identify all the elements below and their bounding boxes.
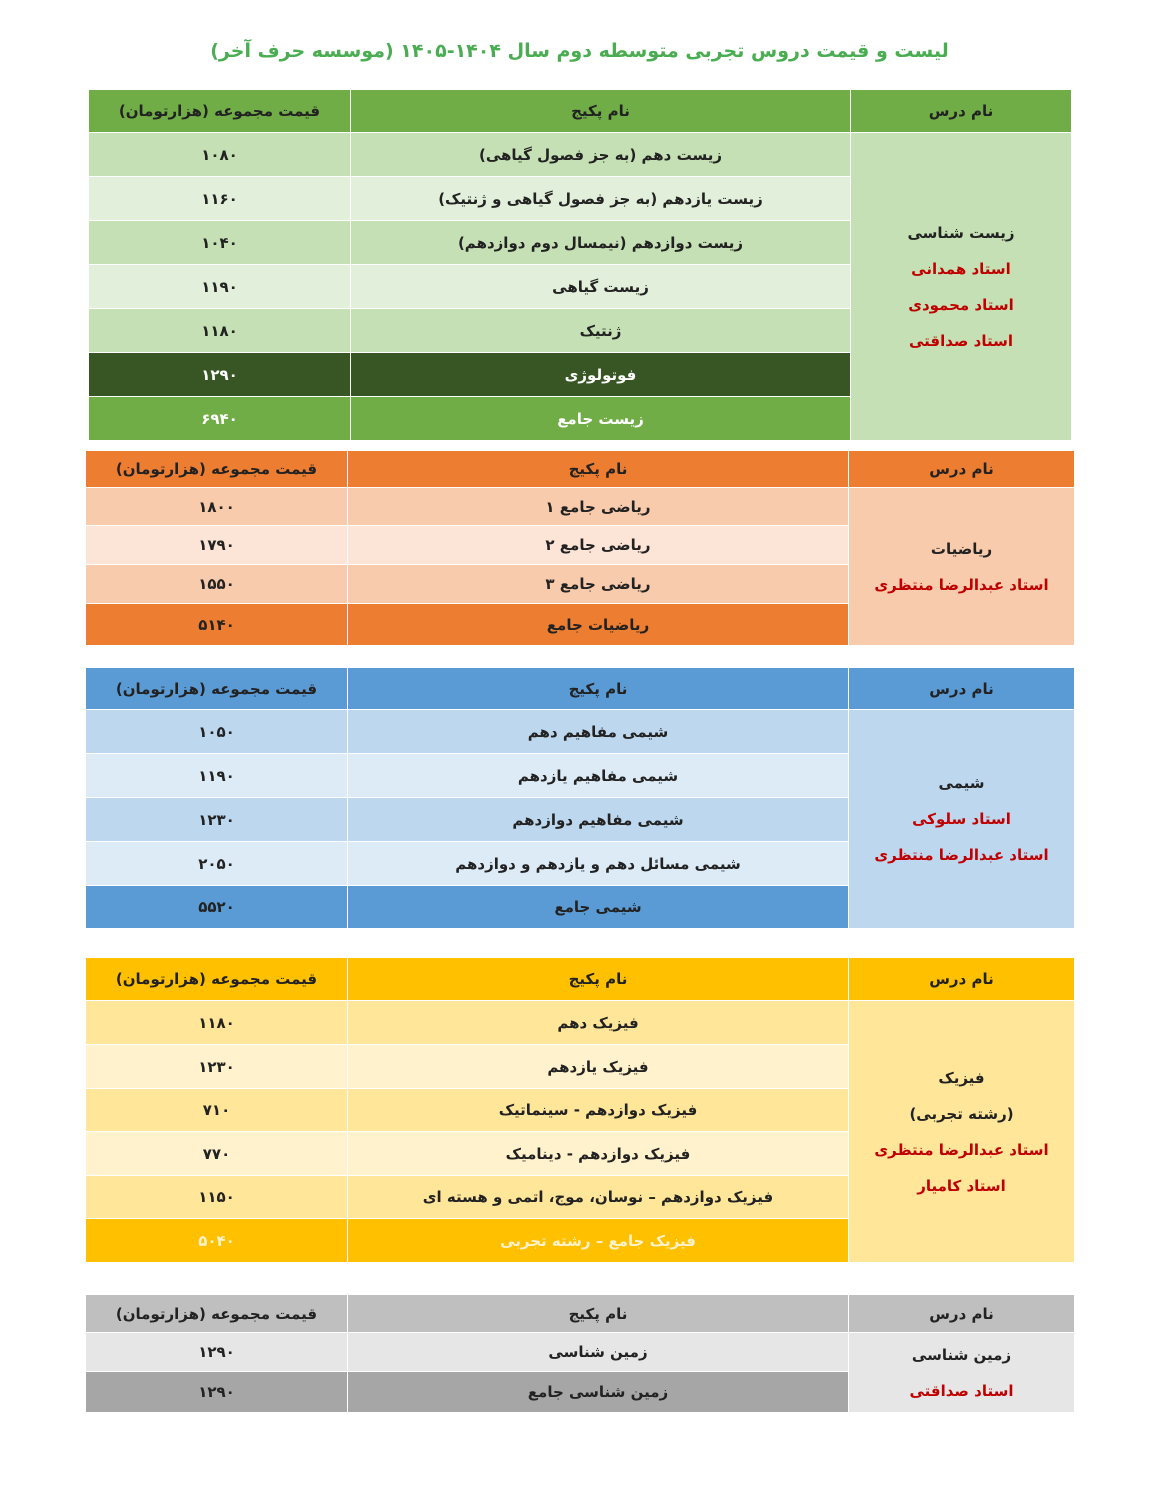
total-package-name: زمین شناسی جامع: [348, 1372, 849, 1413]
total-package-price: ۶۹۴۰: [89, 397, 351, 441]
package-name: زیست دوازدهم (نیمسال دوم دوازدهم): [351, 221, 851, 265]
package-price: ۱۲۹۰: [86, 1333, 348, 1372]
course-cell: [849, 1333, 1075, 1413]
total-package-name: فیزیک جامع – رشته تجربی: [348, 1219, 849, 1263]
package-price: ۷۷۰: [86, 1132, 348, 1176]
package-price: ۱۲۳۰: [86, 1045, 348, 1089]
total-package-price: ۵۵۲۰: [86, 886, 348, 929]
package-name: ریاضی جامع ۱: [348, 488, 849, 526]
course-name: ریاضیات: [930, 539, 993, 558]
header-package: نام پکیج: [348, 958, 849, 1001]
course-name: فیزیک: [938, 1068, 985, 1087]
package-price: ۱۱۵۰: [86, 1176, 348, 1219]
package-name: زیست گیاهی: [351, 265, 851, 309]
course-name: زمین شناسی: [911, 1345, 1012, 1364]
teacher-name: استاد سلوکی: [912, 810, 1011, 828]
package-price: ۱۰۸۰: [89, 133, 351, 177]
math-table: [85, 450, 1075, 646]
package-price: ۱۲۹۰: [89, 353, 351, 397]
package-name: ریاضی جامع ۳: [348, 565, 849, 604]
header-course: نام درس: [849, 958, 1075, 1001]
course-name: زیست شناسی: [907, 223, 1015, 242]
package-price: ۲۰۵۰: [86, 842, 348, 886]
header-package: نام پکیج: [348, 1295, 849, 1333]
course-name: شیمی: [938, 774, 985, 792]
package-name: فیزیک دوازدهم - دینامیک: [348, 1132, 849, 1176]
total-package-name: شیمی جامع: [348, 886, 849, 929]
package-price: ۱۷۹۰: [86, 526, 348, 565]
header-course: نام درس: [851, 90, 1072, 133]
package-name: فیزیک دهم: [348, 1001, 849, 1045]
package-price: ۱۱۹۰: [89, 265, 351, 309]
chemistry-table: [85, 667, 1075, 929]
course-cell: [851, 133, 1072, 441]
package-price: ۱۱۸۰: [89, 309, 351, 353]
page-title: لیست و قیمت دروس تجربی متوسطه دوم سال ۱۴۰۴-۱۴۰۵ (موسسه حرف آخر): [210, 40, 949, 62]
package-name: زمین شناسی: [348, 1333, 849, 1372]
teacher-name: استاد صداقتی: [909, 1381, 1014, 1400]
teacher-name: استاد عبدالرضا منتظری: [874, 575, 1049, 594]
package-price: ۱۸۰۰: [86, 488, 348, 526]
course-subtitle: (رشته تجربی): [909, 1104, 1014, 1123]
package-price: ۷۱۰: [86, 1089, 348, 1132]
teacher-name: استاد صداقتی: [909, 331, 1013, 350]
total-package-price: ۱۲۹۰: [86, 1372, 348, 1413]
package-price: ۱۲۳۰: [86, 798, 348, 842]
package-name: زیست دهم (به جز فصول گیاهی): [351, 133, 851, 177]
header-price: قیمت مجموعه (هزارتومان): [86, 1295, 348, 1333]
package-name: شیمی مفاهیم دهم: [348, 710, 849, 754]
package-name: فوتولوژی: [351, 353, 851, 397]
package-name: شیمی مفاهیم یازدهم: [348, 754, 849, 798]
header-course: نام درس: [849, 1295, 1075, 1333]
teacher-name: استاد کامیار: [917, 1176, 1006, 1195]
total-package-price: ۵۱۴۰: [86, 604, 348, 646]
course-cell: [849, 710, 1075, 929]
header-price: قیمت مجموعه (هزارتومان): [86, 958, 348, 1001]
package-price: ۱۱۶۰: [89, 177, 351, 221]
package-name: شیمی مسائل دهم و یازدهم و دوازدهم: [348, 842, 849, 886]
course-cell: [849, 488, 1075, 646]
package-price: ۱۰۴۰: [89, 221, 351, 265]
header-package: نام پکیج: [348, 451, 849, 488]
geology-table: [85, 1294, 1075, 1413]
teacher-name: استاد محمودی: [908, 295, 1014, 314]
package-name: شیمی مفاهیم دوازدهم: [348, 798, 849, 842]
biology-table: [88, 89, 1072, 441]
teacher-name: استاد همدانی: [911, 259, 1011, 278]
header-package: نام پکیج: [351, 90, 851, 133]
package-name: فیزیک یازدهم: [348, 1045, 849, 1089]
package-name: ژنتیک: [351, 309, 851, 353]
teacher-name: استاد عبدالرضا منتظری: [874, 846, 1049, 864]
course-cell: [849, 1001, 1075, 1263]
header-course: نام درس: [849, 451, 1075, 488]
package-name: فیزیک دوازدهم – نوسان، موج، اتمی و هسته ای: [348, 1176, 849, 1219]
header-package: نام پکیج: [348, 668, 849, 710]
package-price: ۱۱۸۰: [86, 1001, 348, 1045]
header-price: قیمت مجموعه (هزارتومان): [86, 451, 348, 488]
total-package-price: ۵۰۴۰: [86, 1219, 348, 1263]
package-price: ۱۱۹۰: [86, 754, 348, 798]
total-package-name: ریاضیات جامع: [348, 604, 849, 646]
physics-table: [85, 957, 1075, 1263]
package-price: ۱۵۵۰: [86, 565, 348, 604]
total-package-name: زیست جامع: [351, 397, 851, 441]
package-name: ریاضی جامع ۲: [348, 526, 849, 565]
package-name: فیزیک دوازدهم - سینماتیک: [348, 1089, 849, 1132]
header-course: نام درس: [849, 668, 1075, 710]
header-price: قیمت مجموعه (هزارتومان): [89, 90, 351, 133]
teacher-name: استاد عبدالرضا منتظری: [874, 1140, 1049, 1159]
package-price: ۱۰۵۰: [86, 710, 348, 754]
header-price: قیمت مجموعه (هزارتومان): [86, 668, 348, 710]
package-name: زیست یازدهم (به جز فصول گیاهی و ژنتیک): [351, 177, 851, 221]
